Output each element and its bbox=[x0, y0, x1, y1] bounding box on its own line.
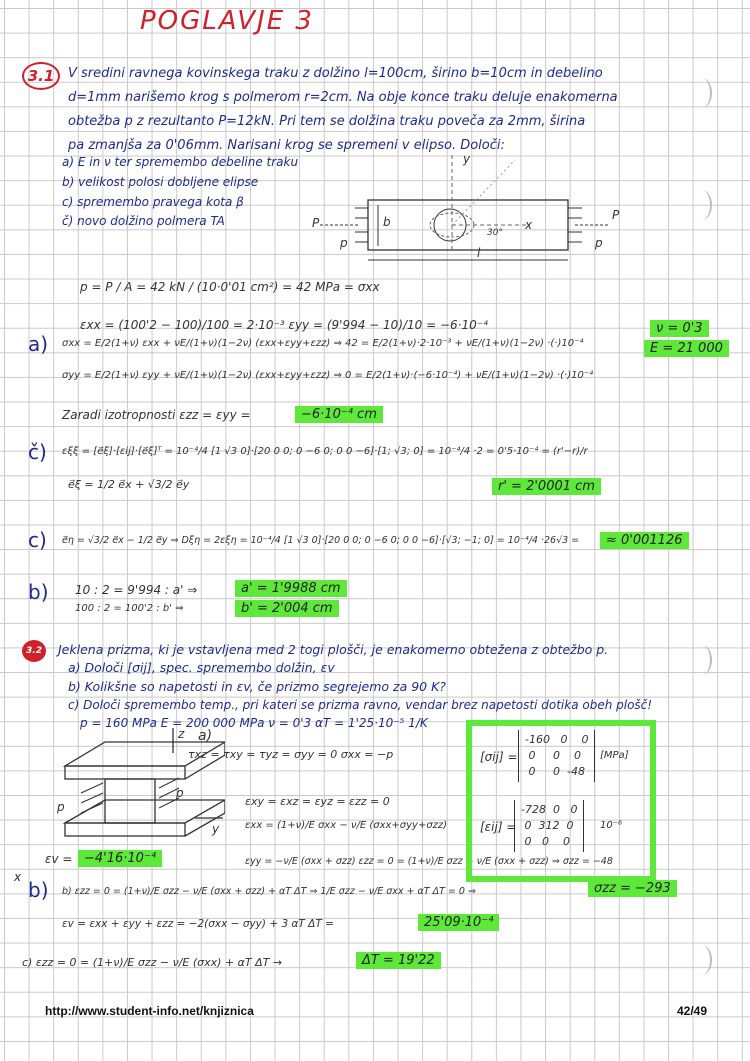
part-label: a) bbox=[28, 332, 49, 356]
strip-figure bbox=[300, 150, 620, 270]
load-label: p bbox=[176, 786, 184, 800]
statement-line: V sredini ravnega kovinskega traku z dolžino l=100cm, širino b=10cm in debelino bbox=[68, 66, 603, 81]
statement-line: pa zmanjša za 0'06mm. Narisani krog se spremeni v elipso. Določi: bbox=[68, 138, 505, 153]
axis-label-x: x bbox=[14, 870, 22, 884]
footer-url[interactable]: http://www.student-info.net/knjiznica bbox=[45, 1004, 254, 1018]
work-line: b) εzz = 0 = (1+ν)/E σzz − ν/E (σxx + σzz) + αT ΔT ⇒ 1/E σzz − ν/E σxx + αT ΔT = 0 ⇒ bbox=[62, 886, 476, 897]
part-label: č) bbox=[28, 440, 47, 464]
binder-hole bbox=[692, 190, 712, 220]
length-label: l bbox=[477, 246, 481, 260]
statement-line: d=1mm narišemo krog s polmerom r=2cm. Na obje konce traku deluje enakomerna bbox=[68, 90, 618, 105]
axis-label-x: x bbox=[525, 218, 533, 232]
matrix-unit: 10⁻⁶ bbox=[600, 820, 623, 831]
work-line: εv = εxx + εyy + εzz = −2(σxx − σyy) + 3 αT ΔT = bbox=[62, 918, 334, 930]
result-dT: ΔT = 19'22 bbox=[356, 952, 441, 969]
task-item: b) velikost polosi dobljene elipse bbox=[62, 175, 259, 189]
binder-hole bbox=[692, 645, 712, 675]
result-r-new: r' = 2'0001 cm bbox=[492, 478, 601, 495]
part-label: b) bbox=[28, 878, 49, 902]
load-label: p bbox=[340, 236, 348, 250]
result-angle-change: ≈ 0'001126 bbox=[600, 532, 689, 549]
result-b-new: b' = 2'004 cm bbox=[235, 600, 339, 617]
work-line: εxy = εxz = εyz = εzz = 0 bbox=[245, 795, 390, 808]
statement-line: c) Določi spremembo temp., pri kateri se prizma ravno, vendar brez napetosti dotika obeh plošč! bbox=[68, 698, 653, 712]
work-line: τxz = τxy = τyz = σyy = 0 σxx = −p bbox=[188, 748, 394, 761]
work-line: 10 : 2 = 9'994 : a' ⇒ bbox=[75, 583, 198, 597]
chapter-title: POGLAVJE 3 bbox=[140, 6, 314, 36]
result-E: E = 21 000 bbox=[644, 340, 729, 357]
given-values: p = 160 MPa E = 200 000 MPa ν = 0'3 αT = 1'25·10⁻⁵ 1/K bbox=[80, 716, 428, 730]
statement-line: a) Določi [σij], spec. spremembo dolžin, εv bbox=[68, 660, 335, 675]
work-line: εyy = −ν/E (σxx + σzz) εzz = 0 = (1+ν)/E σzz − ν/E (σxx + σzz) ⇒ σzz = −48 bbox=[245, 856, 613, 867]
matrix-unit: [MPa] bbox=[600, 750, 629, 761]
matrix-label: [εij] = bbox=[480, 820, 517, 834]
task-item: c) spremembo pravega kota β bbox=[62, 195, 244, 209]
statement-line: obtežba p z rezultanto P=12kN. Pri tem se dolžina traku poveča za 2mm, širina bbox=[68, 114, 586, 129]
axis-label-z: z bbox=[178, 727, 185, 741]
work-line: εxx = (100'2 − 100)/100 = 2·10⁻³ εyy = (9'994 − 10)/10 = −6·10⁻⁴ bbox=[80, 318, 488, 332]
result-ev: −4'16·10⁻⁴ bbox=[78, 850, 162, 867]
problem-number-badge: 3.2 bbox=[22, 640, 46, 662]
work-line: εxx = (1+ν)/E σxx − ν/E (σxx+σyy+σzz) bbox=[245, 820, 448, 831]
prism-figure bbox=[55, 728, 225, 843]
statement-line: b) Kolikšne so napetosti in εv, če prizmo segrejemo za 90 K? bbox=[68, 679, 446, 694]
work-line: εξξ = [e⃗ξ]·[εij]·[e⃗ξ]ᵀ = 10⁻⁴/4 [1 √3 0]·[20 0 0; 0 −6 0; 0 0 −6]·[1; √3; 0] = 10⁻⁴/4 ·2 = 0'5·10⁻⁴ = (r'−r)/r bbox=[62, 446, 588, 457]
strain-matrix: -728 0 0 0 312 0 0 0 0 bbox=[514, 800, 584, 852]
work-line: σxx = E/2(1+ν) εxx + νE/(1+ν)(1−2ν) (εxx+εyy+εzz) ⇒ 42 = E/2(1+ν)·2·10⁻³ + νE/(1+ν)(1−2ν) ·(·)10⁻⁴ bbox=[62, 338, 584, 349]
work-line: σyy = E/2(1+ν) εyy + νE/(1+ν)(1−2ν) (εxx+εyy+εzz) ⇒ 0 = E/2(1+ν)·(−6·10⁻⁴) + νE/(1+ν)(1−2ν) ·(·)10⁻⁴ bbox=[62, 370, 594, 381]
stress-matrix: -160 0 0 0 0 0 0 0 -48 bbox=[518, 730, 595, 782]
work-line: p = P / A = 42 kN / (10·0'01 cm²) = 42 MPa = σxx bbox=[80, 280, 380, 294]
result-szz: σzz = −293 bbox=[588, 880, 677, 897]
result-ev-heated: 25'09·10⁻⁴ bbox=[418, 914, 499, 931]
binder-hole bbox=[692, 78, 712, 108]
axis-label-y: y bbox=[212, 822, 220, 836]
ev-label: εv = bbox=[45, 852, 73, 866]
load-label: p bbox=[57, 800, 65, 814]
binder-hole bbox=[692, 945, 712, 975]
work-line: e⃗η = √3/2 e⃗x − 1/2 e⃗y ⇒ Dξη = 2εξη = 10⁻⁴/4 [1 √3 0]·[20 0 0; 0 −6 0; 0 0 −6]·[√3; −1; 0] = 10⁻⁴/4 ·26√3 = bbox=[62, 535, 580, 546]
task-item: č) novo dolžino polmera TA bbox=[62, 214, 225, 228]
result-nu: ν = 0'3 bbox=[650, 320, 709, 337]
result-ezz: −6·10⁻⁴ cm bbox=[295, 406, 383, 423]
result-a-new: a' = 1'9988 cm bbox=[235, 580, 347, 597]
work-line: Zaradi izotropnosti εzz = εyy = bbox=[62, 408, 251, 422]
work-line: 100 : 2 = 100'2 : b' ⇒ bbox=[75, 603, 184, 614]
statement-line: Jeklena prizma, ki je vstavljena med 2 togi plošči, je enakomerno obtežena z obtežbo p. bbox=[58, 642, 609, 657]
part-label: c) bbox=[28, 528, 47, 552]
part-label: b) bbox=[28, 580, 49, 604]
axis-label-y: y bbox=[463, 152, 471, 166]
force-label: P bbox=[612, 208, 620, 222]
problem-number-badge: 3.1 bbox=[22, 62, 60, 90]
task-item: a) E in ν ter spremembo debeline traku bbox=[62, 155, 299, 169]
force-label: P bbox=[312, 216, 320, 230]
matrix-label: [σij] = bbox=[480, 750, 518, 764]
work-line: c) εzz = 0 = (1+ν)/E σzz − ν/E (σxx) + αT ΔT → bbox=[22, 956, 283, 969]
work-line: e⃗ξ = 1/2 e⃗x + √3/2 e⃗y bbox=[68, 478, 190, 491]
page-number: 42/49 bbox=[677, 1004, 708, 1018]
load-label: p bbox=[595, 236, 603, 250]
part-label: a) bbox=[198, 728, 213, 744]
width-label: b bbox=[383, 215, 391, 229]
angle-label: 30° bbox=[487, 228, 503, 238]
